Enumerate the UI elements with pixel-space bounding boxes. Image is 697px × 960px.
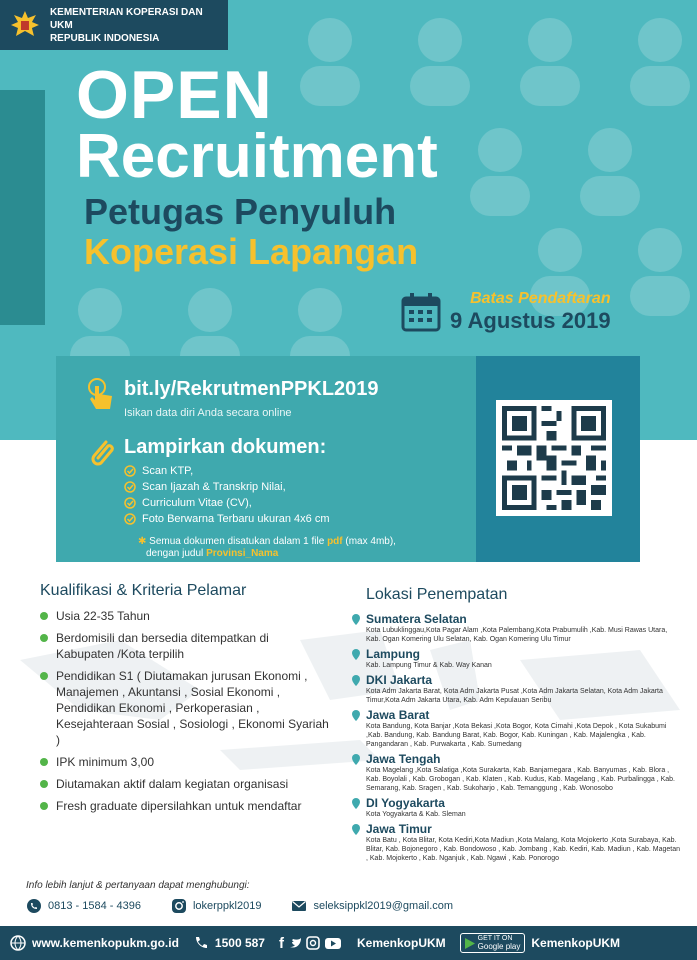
phone-icon — [193, 935, 209, 951]
bullet-icon — [40, 758, 48, 766]
footer — [0, 926, 697, 960]
title-open: OPEN — [76, 57, 273, 133]
note-mid: (max 4mb), — [342, 536, 396, 547]
gplay-top-text: GET IT ON — [477, 935, 513, 942]
qr-code[interactable] — [496, 400, 612, 516]
contact-instagram[interactable] — [171, 898, 262, 914]
province-cities: Kota Batu , Kota Blitar, Kota Kediri,Kota Madiun ,Kota Malang, Kota Mojokerto ,Kota Surabaya, Kab. Blitar, Kab. Bojonegoro , Kab. Bondowoso , Kab. Jombang , Kab. Kediri, Kab. Madiun , Kab. Magetan , Kab. Mojokerto , Kab. Nganjuk , Kab. Ngawi , Kab. Ponorogo — [366, 837, 681, 862]
accent-band — [0, 90, 45, 325]
footer-social-handle: KemenkopUKM — [356, 936, 446, 950]
province-name: Lampung — [366, 647, 420, 661]
check-circle-icon — [124, 497, 136, 509]
note-prefix: Semua dokumen disatukan dalam 1 file — [149, 536, 328, 547]
province-cities: Kota Adm Jakarta Barat, Kota Adm Jakarta Pusat ,Kota Adm Jakarta Selatan, Kota Adm Jakarta Timur,Kota Adm Jakarta Utara, Kab. Adm Kepulauan Seribu — [366, 688, 663, 704]
contact-row — [26, 898, 453, 914]
document-item — [124, 479, 330, 495]
qualification-item — [40, 754, 330, 770]
subtitle-line2: Koperasi Lapangan — [84, 231, 419, 272]
qualification-item — [40, 608, 330, 624]
qr-code-icon — [502, 406, 606, 510]
footer-social[interactable] — [279, 935, 446, 951]
province-item — [352, 612, 682, 626]
qualifications-section — [40, 582, 330, 820]
bullet-icon — [40, 780, 48, 788]
contact-phone[interactable] — [26, 898, 141, 914]
qualification-text: Berdomisili dan bersedia ditempatkan di Kabupaten /Kota terpilih — [56, 631, 269, 661]
province-name: Jawa Timur — [366, 822, 432, 836]
email-icon — [291, 898, 307, 914]
province-item — [352, 822, 682, 836]
registration-link[interactable]: bit.ly/RekrutmenPPKL2019 — [124, 378, 379, 400]
map-pin-icon — [352, 710, 360, 721]
registration-link-row — [86, 378, 379, 419]
deadline-date: 9 Agustus 2019 — [450, 308, 611, 333]
document-item-label: Foto Berwarna Terbaru ukuran 4x6 cm — [142, 513, 330, 525]
qualification-item — [40, 798, 330, 814]
province-item — [352, 708, 682, 722]
qualification-text: Fresh graduate dipersilahkan untuk mendaftar — [56, 799, 302, 813]
province-cities: Kota Magelang ,Kota Salatiga ,Kota Surakarta, Kab. Banjarnegara , Kab. Banyumas , Kab. Blora , Kab. Boyolali , Kab. Grobogan , Kab. Klaten , Kab. Kudus, Kab. Magelang , Kab. Purbalingga , Kab. Semarang, Kab. Sragen , Kab. Sukoharjo , Kab. Temanggung , Kab. Wonosobo — [366, 767, 675, 792]
subtitle-line1: Petugas Penyuluh — [84, 191, 397, 232]
province-name: DI Yogyakarta — [366, 796, 445, 810]
footer-website[interactable] — [10, 935, 179, 951]
calendar-icon — [400, 291, 442, 333]
qualification-item — [40, 668, 330, 748]
province-name: Jawa Barat — [366, 708, 430, 722]
locations-title: Lokasi Penempatan — [366, 586, 508, 603]
province-item — [352, 673, 682, 687]
qualification-text: Diutamakan aktif dalam kegiatan organisasi — [56, 777, 289, 791]
svg-text:f: f — [278, 935, 284, 951]
footer-app[interactable] — [460, 933, 620, 953]
footer-app-name: KemenkopUKM — [531, 936, 621, 950]
contact-label: Info lebih lanjut & pertanyaan dapat menghubungi: — [26, 880, 250, 891]
globe-icon — [10, 935, 26, 951]
contact-phone-text: 0813 - 1584 - 4396 — [48, 900, 141, 912]
pointing-hand-icon — [86, 378, 116, 412]
ministry-header — [0, 0, 228, 50]
map-pin-icon — [352, 798, 360, 809]
map-pin-icon — [352, 675, 360, 686]
map-pin-icon — [352, 824, 360, 835]
contact-email[interactable] — [291, 898, 453, 914]
gplay-bottom-text: Google play — [477, 942, 521, 951]
province-name: DKI Jakarta — [366, 673, 433, 687]
qualification-text: Pendidikan S1 ( Diutamakan jurusan Ekonomi , Manajemen , Akuntansi , Sosial Ekonomi , Pendidikan Ekonomi , Perkoperasian , Kesejahteraan Sosial , Sosiologi , Ekonomi Syariah ) — [56, 669, 329, 747]
bullet-icon — [40, 634, 48, 642]
province-cities: Kota Yogyakarta & Kab. Sleman — [366, 811, 466, 818]
deadline-label: Batas Pendaftaran — [470, 290, 611, 307]
ministry-line2: REPUBLIK INDONESIA — [49, 32, 160, 44]
qualifications-title: Kualifikasi & Kriteria Pelamar — [40, 582, 247, 599]
bullet-icon — [40, 802, 48, 810]
qualification-text: IPK minimum 3,00 — [56, 755, 155, 769]
province-name: Jawa Tengah — [366, 752, 441, 766]
footer-hotline-text: 1500 587 — [214, 936, 265, 950]
province-name: Sumatera Selatan — [366, 612, 467, 626]
document-item — [124, 463, 330, 479]
deadline — [400, 290, 611, 334]
note-filename: Provinsi_Nama — [206, 548, 279, 559]
qualification-text: Usia 22-35 Tahun — [56, 609, 150, 623]
map-pin-icon — [352, 614, 360, 625]
whatsapp-icon — [26, 898, 42, 914]
documents-note: ✱ Semua dokumen disatukan dalam 1 file pdf (max 4mb), dengan judul Provinsi_Nama — [138, 536, 396, 559]
ministry-name — [50, 6, 228, 45]
province-item — [352, 796, 682, 810]
check-circle-icon — [124, 481, 136, 493]
bullet-icon — [40, 612, 48, 620]
garuda-emblem-icon — [8, 8, 42, 42]
footer-website-text: www.kemenkopukm.go.id — [32, 936, 179, 950]
google-play-badge[interactable] — [460, 933, 526, 953]
qr-panel — [476, 356, 640, 562]
contact-email-text: seleksippkl2019@gmail.com — [313, 900, 454, 912]
check-circle-icon — [124, 513, 136, 525]
map-pin-icon — [352, 649, 360, 660]
documents-section — [86, 436, 330, 527]
qualification-item — [40, 776, 330, 792]
province-cities: Kota Lubuklinggau,Kota Pagar Alam ,Kota Palembang,Kota Prabumulih ,Kab. Musi Rawas Utara, Kab. Ogan Komering Ulu Selatan, Kab. Ogan Komering Ulu Timur — [366, 627, 668, 643]
footer-hotline[interactable] — [193, 935, 265, 951]
note-line2: dengan judul — [146, 548, 207, 559]
document-item — [124, 495, 330, 511]
title-recruitment: Recruitment — [76, 122, 438, 191]
instagram-icon — [171, 898, 187, 914]
deadline-text — [450, 290, 611, 334]
locations-section — [352, 586, 682, 866]
document-item-label: Curriculum Vitae (CV), — [142, 497, 252, 509]
paperclip-icon — [86, 436, 116, 468]
registration-link-subtitle: Isikan data diri Anda secara online — [124, 407, 292, 419]
ministry-line1: KEMENTERIAN KOPERASI DAN UKM — [49, 6, 203, 31]
registration-info-box — [56, 356, 640, 562]
province-cities: Kab. Lampung Timur & Kab. Way Kanan — [366, 662, 492, 669]
province-item — [352, 752, 682, 766]
province-item — [352, 647, 682, 661]
map-pin-icon — [352, 754, 360, 765]
document-item-label: Scan Ijazah & Transkrip Nilai, — [142, 481, 286, 493]
document-item — [124, 511, 330, 527]
note-pdf: pdf — [327, 536, 343, 547]
document-item-label: Scan KTP, — [142, 465, 194, 477]
google-play-icon — [465, 938, 475, 949]
province-cities: Kota Bandung, Kota Banjar ,Kota Bekasi ,Kota Bogor, Kota Cimahi ,Kota Depok , Kota Sukabumi ,Kab. Bandung, Kab. Bandung Barat, Kab. Bogor, Kab. Kuningan , Kab. Majalengka , Kab. Pangandaran , Kab. Purwakarta , Kab. Sumedang — [366, 723, 667, 748]
documents-title: Lampirkan dokumen: — [124, 436, 327, 458]
social-media-icons — [279, 935, 351, 951]
check-circle-icon — [124, 465, 136, 477]
qualification-item — [40, 630, 330, 662]
contact-instagram-text: lokerppkl2019 — [192, 900, 262, 912]
bullet-icon — [40, 672, 48, 680]
